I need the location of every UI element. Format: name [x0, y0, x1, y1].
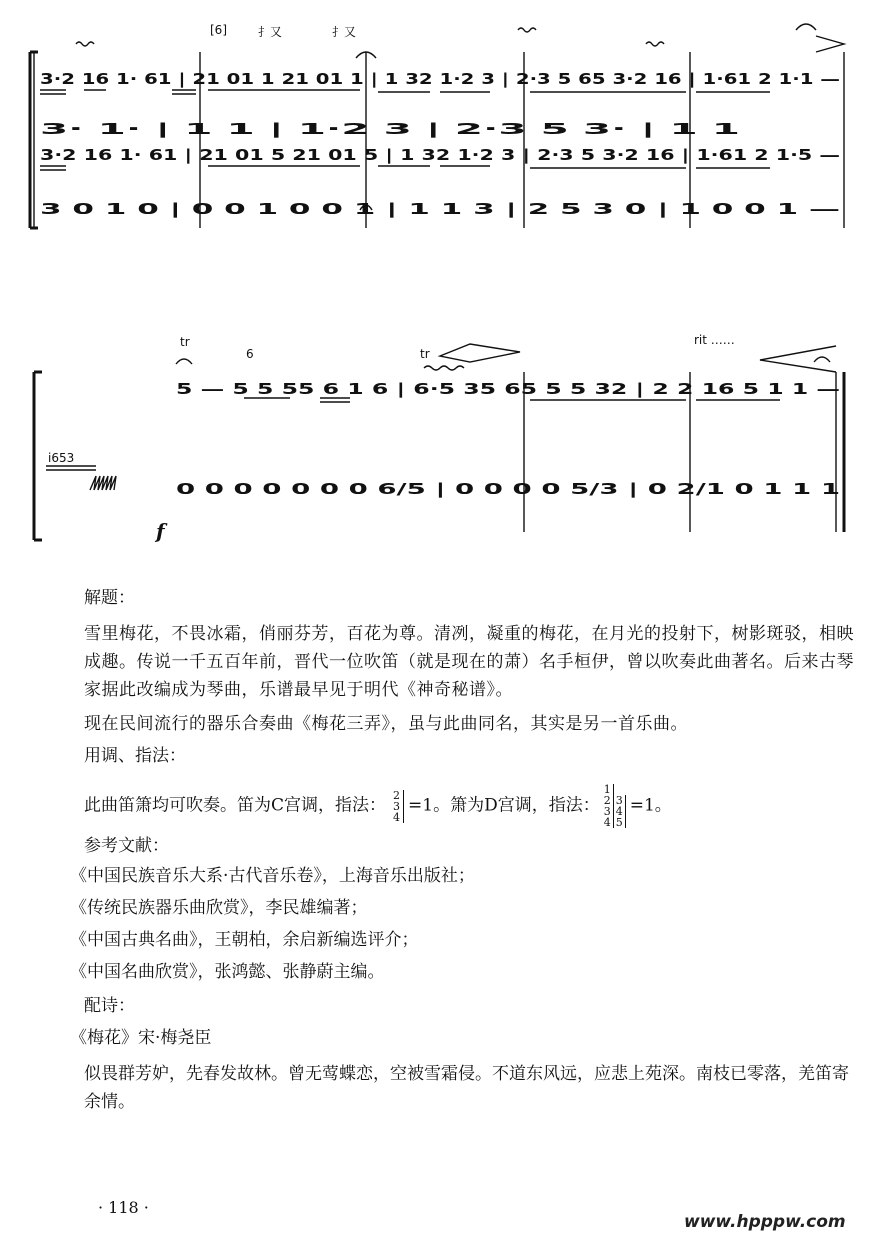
fing-xiao-l3: 3 — [603, 805, 611, 818]
key-fingering-line — [84, 784, 864, 828]
fing-xiao-l2: 2 — [603, 794, 611, 807]
xiao-fingering-chart — [604, 784, 626, 828]
reference-item: 《中国名曲欣赏》，张鸿懿、张静蔚主编。 — [70, 962, 385, 982]
heading-key-fingering: 用调、指法： — [84, 746, 186, 766]
paragraph-note: 现在民间流行的器乐合奏曲《梅花三弄》，虽与此曲同名，其实是另一首乐曲。 — [84, 714, 688, 734]
fing-dizi-2: 3 — [393, 799, 401, 813]
tuplet-mark: 6 — [246, 347, 254, 361]
part-1-line-1: 3·2 16 1· 61 | 21 01 1 21 01 1 | 1 32 1·2 3 | 2·3 5 65 3·2 16 | 1·61 2 1·1 — — [40, 70, 650, 88]
references-list — [70, 860, 864, 988]
fing-xiao-r2: 4 — [615, 805, 623, 818]
music-score — [0, 0, 888, 560]
ornaments-line-1 — [76, 24, 844, 210]
ornaments-line-2 — [46, 344, 836, 490]
fing-xiao-r3: 5 — [615, 816, 623, 829]
part-3-line-1: 3·2 16 1· 61 | 21 01 5 21 01 5 | 1 32 1·2 3 | 2·3 5 3·2 16 | 1·61 2 1·5 — — [40, 146, 624, 164]
grace-notes: i653 — [48, 451, 75, 465]
rehearsal-mark: [6] — [210, 23, 227, 37]
upper-part-line-2: 5 — 5 5 55 6 1 6 | 6·5 35 65 5 5 32 | 2 2 16 5 1 1 — — [176, 380, 599, 398]
fing-xiao-l4: 4 — [603, 816, 611, 829]
lower-part-line-2: 0 0 0 0 0 0 0 6/5 | 0 0 0 0 5/3 | 0 2/1 0 1 1 1 — [176, 480, 538, 498]
trill-mark-1: tr — [180, 335, 190, 349]
score-line-1 — [30, 23, 844, 228]
trill-mark-2: tr — [420, 347, 430, 361]
score-line-2 — [34, 333, 844, 543]
text-body — [70, 580, 864, 1116]
key-text-b: =1。箫为D宫调，指法： — [408, 795, 600, 816]
key-text-c: =1。 — [629, 795, 672, 816]
part-4-line-1: 3 0 1 0 | 0 0 1 0 0 1 | 1 1 3 | 2 5 3 0 | 1 0 0 1 — — [40, 200, 427, 218]
fing-xiao-r1: 3 — [615, 794, 623, 807]
fing-xiao-l1: 1 — [603, 783, 611, 796]
technique-mark-2: 扌又 — [332, 25, 357, 39]
key-text-a: 此曲笛箫均可吹奏。笛为C宫调，指法： — [84, 795, 387, 816]
heading-title-explanation: 解题： — [84, 588, 135, 608]
technique-mark-1: 扌又 — [258, 25, 283, 39]
fing-dizi-1: 2 — [393, 788, 401, 802]
reference-item: 《传统民族器乐曲欣赏》，李民雄编著； — [70, 898, 368, 918]
dynamic-forte: f — [156, 519, 165, 543]
watermark: www.hpppw.com — [684, 1212, 846, 1232]
page-number: · 118 · — [98, 1198, 149, 1217]
ritardando-mark: rit …… — [694, 333, 735, 347]
reference-item: 《中国民族音乐大系·古代音乐卷》，上海音乐出版社； — [70, 866, 475, 886]
paragraph-explanation: 雪里梅花，不畏冰霜，俏丽芬芳，百花为尊。清冽，凝重的梅花，在月光的投射下，树影斑驳，相映成趣。传说一千五百年前，晋代一位吹笛（就是现在的萧）名手桓伊，曾以吹奏此曲著名。后来古琴家据此改编成为琴曲，乐谱最早见于明代《神奇秘谱》。 — [84, 624, 854, 700]
part-2-line-1: 3· 1· | 1 1 | 1·2 3 | 2·3 5 3· | 1 1 — [40, 120, 300, 138]
score-svg — [0, 0, 888, 560]
fing-dizi-3: 4 — [393, 810, 401, 824]
poem-title: 《梅花》宋·梅尧臣 — [70, 1028, 212, 1048]
poem-text: 似畏群芳妒，先春发故林。曾无莺蝶恋，空被雪霜侵。不道东风远，应悲上苑深。南枝已零落，羌笛寄余情。 — [84, 1064, 849, 1112]
reference-item: 《中国古典名曲》，王朝柏，余启新编选评介； — [70, 930, 419, 950]
heading-poem: 配诗： — [84, 996, 135, 1016]
heading-references: 参考文献： — [84, 836, 169, 856]
dizi-fingering-chart — [390, 790, 404, 823]
